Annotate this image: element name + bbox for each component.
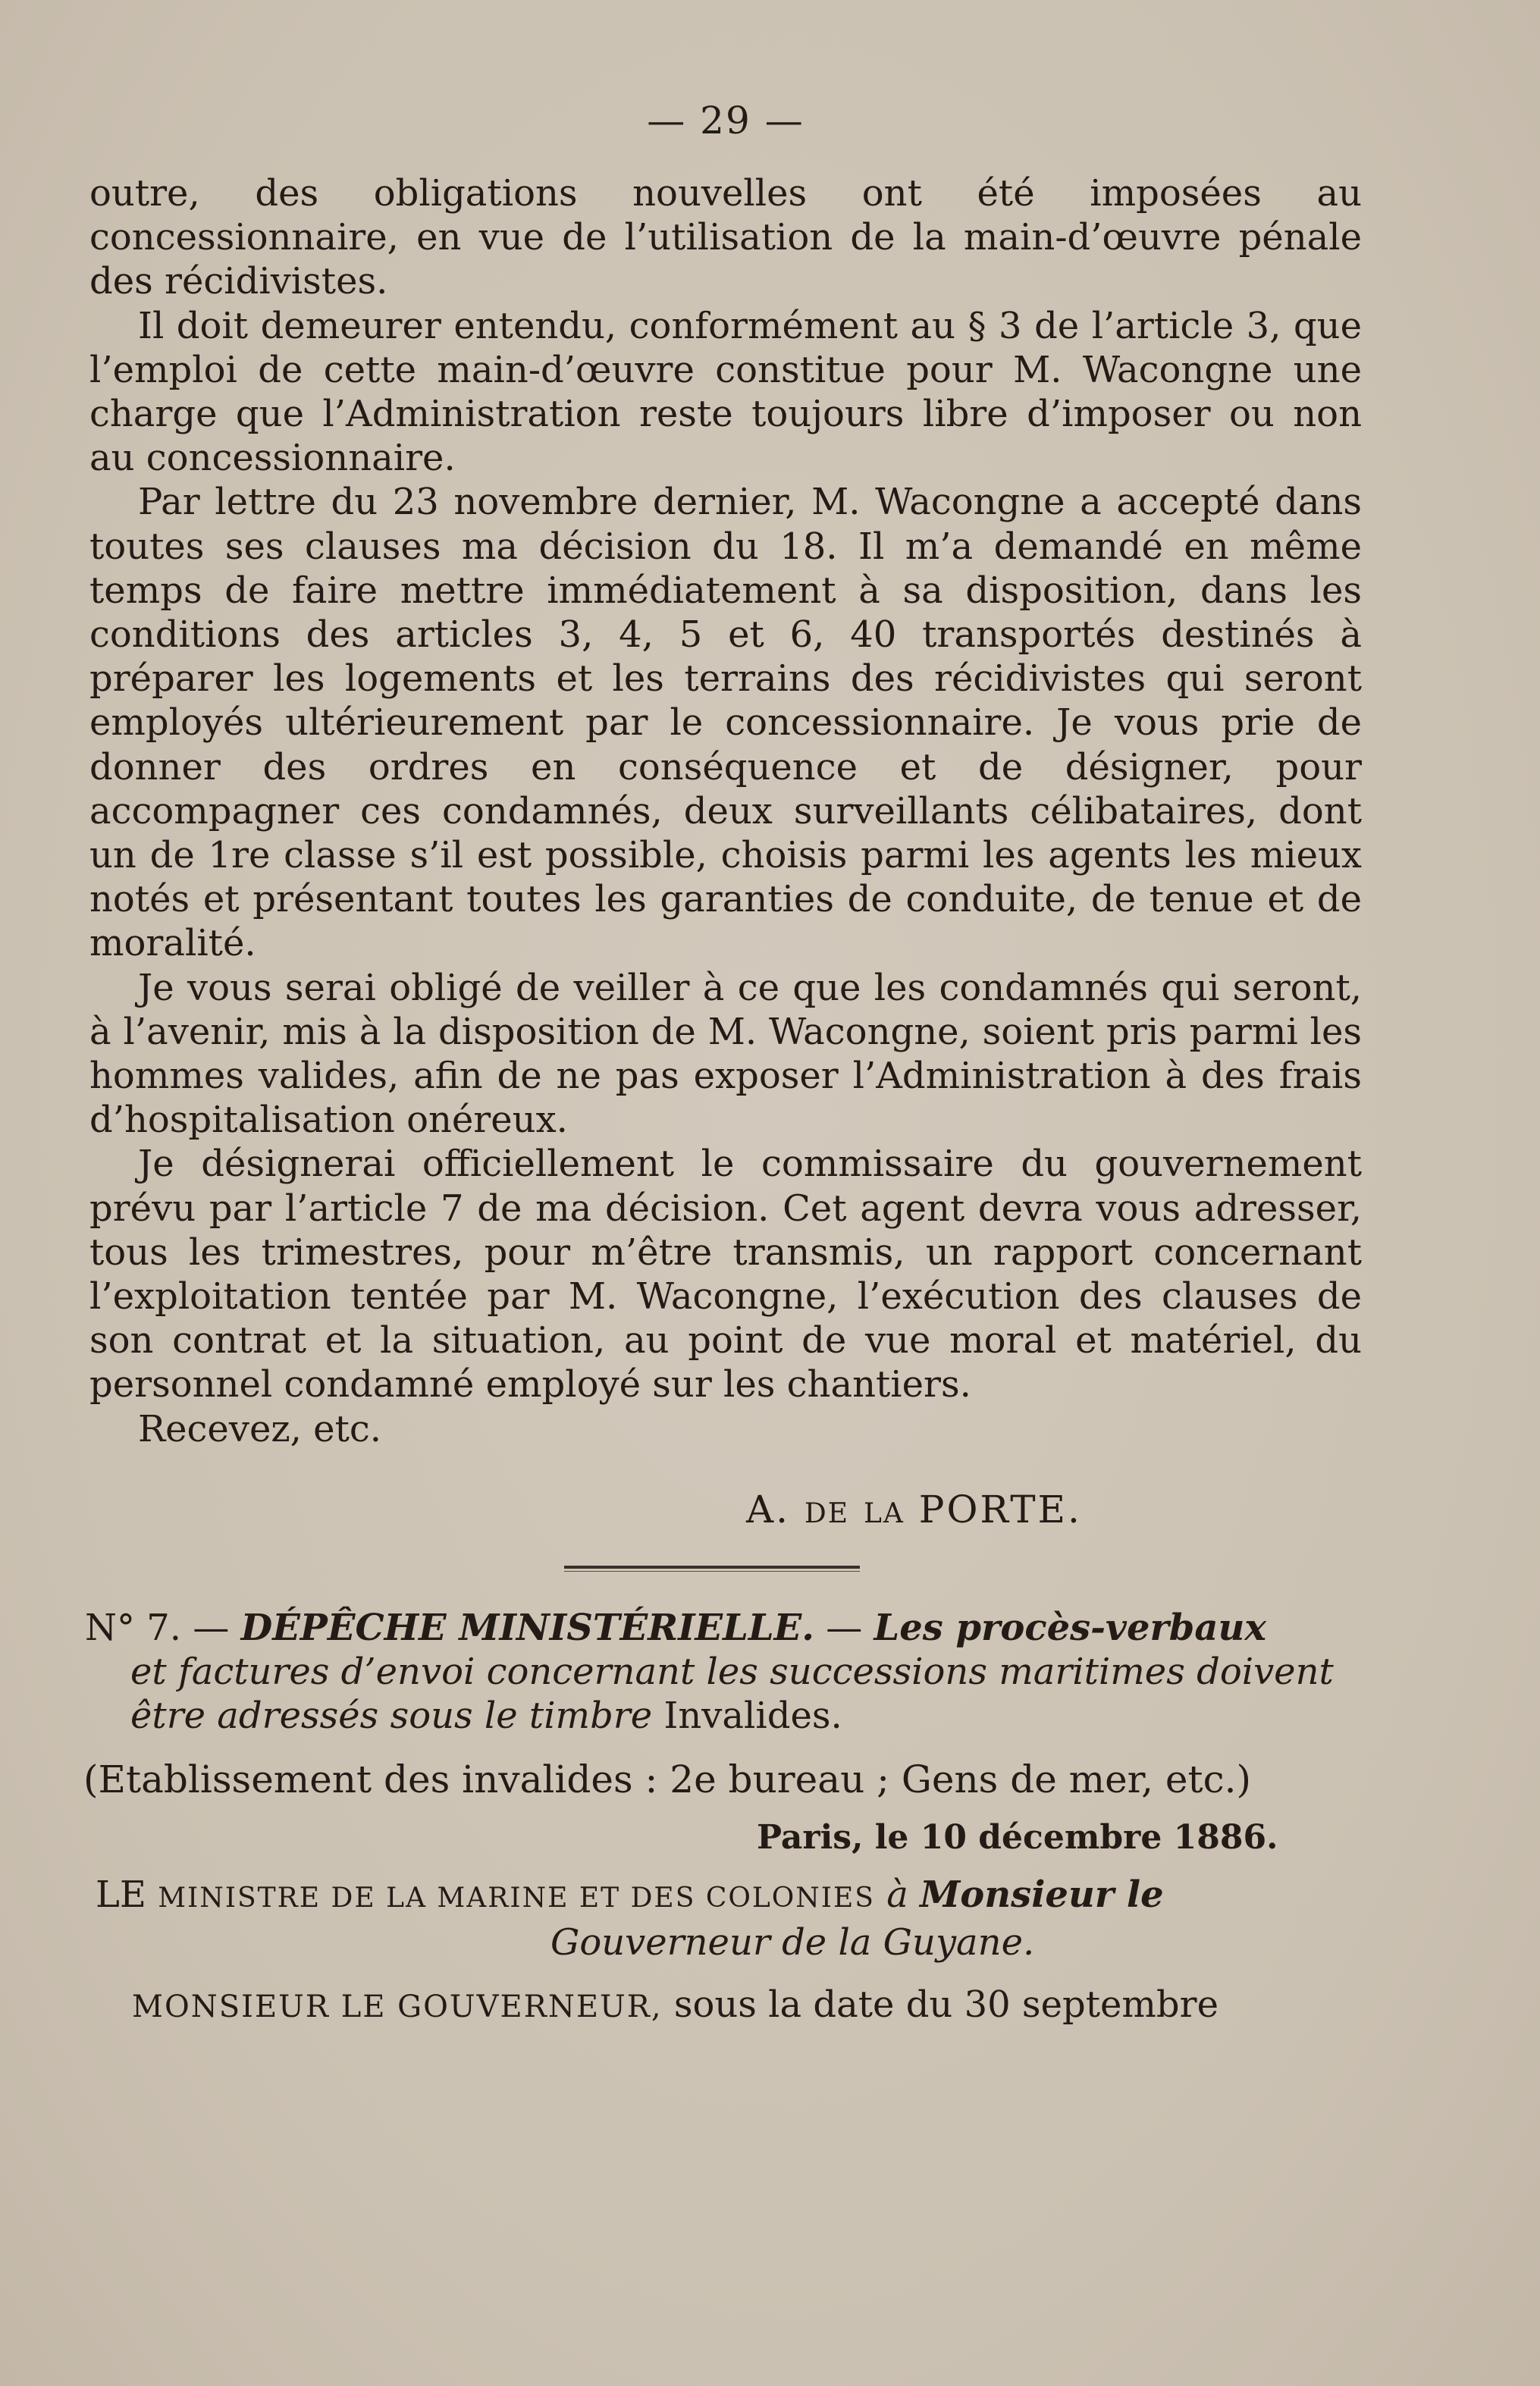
salutation-text: sous la date du 30 septembre — [662, 1983, 1219, 2026]
document-summary: et factures d’envoi concernant les successions maritimes doivent être adressés sous le timbre — [130, 1651, 1334, 1737]
paragraph-2: Il doit demeurer entendu, conformément au § 3 de l’article 3, que l’emploi de cette main-d’œuvre constitue pour M. Wacongne une charge que l’Administration reste toujours libre d’imposer ou non au concessionnaire. — [89, 304, 1362, 480]
paragraph-5: Je désignerai officiellement le commissaire du gouvernement prévu par l’article 7 de ma décision. Cet agent devra vous adresser, tous les trimestres, pour m’être transmis, un rapport concernant l’exploitation tentée par M. Wacongne, l’exécution des clauses de son contrat et la situation, au point de vue moral et matériel, du personnel condamné employé sur les chantiers. — [89, 1143, 1362, 1406]
document-title: DÉPÊCHE MINISTÉRIELLE. — [240, 1607, 814, 1649]
summary-bold: Les procès-verbaux — [874, 1607, 1266, 1649]
page-number: — 29 — — [647, 99, 805, 143]
addressee-a: à — [886, 1873, 908, 1916]
section-divider-thin — [564, 1571, 860, 1572]
paragraph-1: outre, des obligations nouvelles ont été imposées au concessionnaire, en vue de l’utilisation de la main-d’œuvre pénale des récidivistes. — [89, 172, 1362, 303]
document-7-heading — [85, 1606, 1366, 1738]
addressee-line — [96, 1873, 1369, 1964]
sender: MINISTRE DE LA MARINE ET DES COLONIES — [158, 1883, 875, 1914]
summary-timbre: Invalides. — [652, 1695, 842, 1737]
addressee-title: Monsieur le — [920, 1873, 1164, 1916]
document-number: N° 7. — — [85, 1607, 230, 1649]
signature-particle-la: LA — [863, 1498, 905, 1529]
addressee-line-2: Gouverneur de la Guyane. — [550, 1921, 1035, 1964]
signature-name: PORTE. — [918, 1488, 1082, 1532]
title-dash: — — [814, 1607, 874, 1649]
service-line: (Etablissement des invalides : 2e bureau ; Gens de mer, etc.) — [83, 1757, 1251, 1801]
signature-particle-de: DE — [804, 1498, 850, 1529]
paragraph-3: Par lettre du 23 novembre dernier, M. Wacongne a accepté dans toutes ses clauses ma décision du 18. Il m’a demandé en même temps de faire mettre immédiatement à sa disposition, dans les conditions des articles 3, 4, 5 et 6, 40 transportés destinés à préparer les logements et les terrains des récidivistes qui seront employés ultérieurement par le concessionnaire. Je vous prie de donner des ordres en conséquence et de désigner, pour accompagner ces condamnés, deux surveillants célibataires, dont un de 1re classe s’il est possible, choisis parmi les agents les mieux notés et présentant toutes les garanties de conduite, de tenue et de moralité. — [89, 481, 1362, 965]
section-divider — [564, 1566, 860, 1569]
dateline: Paris, le 10 décembre 1886. — [757, 1818, 1278, 1857]
salutation-caps: MONSIEUR LE GOUVERNEUR, — [132, 1989, 663, 2024]
signature-initial: A. — [746, 1488, 791, 1532]
paragraph-closing: Recevez, etc. — [138, 1407, 381, 1450]
signature — [746, 1488, 1082, 1536]
paragraph-4: Je vous serai obligé de veiller à ce que les condamnés qui seront, à l’avenir, mis à la disposition de M. Wacongne, soient pris parmi les hommes valides, afin de ne pas exposer l’Administration à des frais d’hospitalisation onéreux. — [89, 966, 1362, 1142]
letter-body — [89, 171, 1362, 1451]
salutation — [132, 1983, 1219, 2029]
sender-le: LE — [96, 1873, 146, 1916]
